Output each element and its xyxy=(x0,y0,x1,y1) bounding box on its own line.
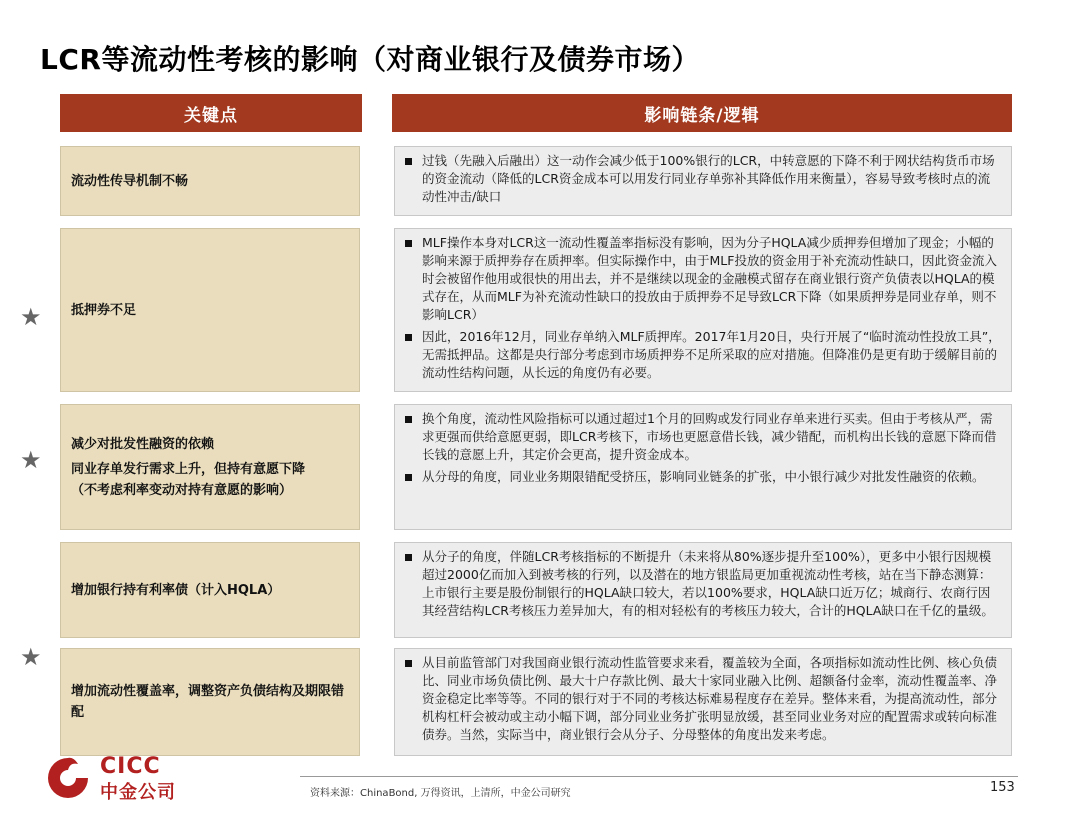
key-point-line: 抵押券不足 xyxy=(71,302,137,318)
bullet-square-icon xyxy=(405,334,412,341)
bullet-item xyxy=(405,234,1001,324)
bullet-item xyxy=(405,152,1001,206)
bullet-square-icon xyxy=(405,474,412,481)
logo-text-en: CICC xyxy=(100,754,161,779)
key-point-rate-bonds xyxy=(60,542,360,638)
source-note: 资料来源：ChinaBond, 万得资讯，上清所，中金公司研究 xyxy=(310,788,571,799)
detail-rate-bonds xyxy=(394,542,1012,638)
cicc-logo xyxy=(42,754,202,804)
key-point-liquidity-transmission xyxy=(60,146,360,216)
bullet-text: 换个角度，流动性风险指标可以通过超过1个月的回购或发行同业存单来进行买卖。但由于考核从严，需求更强而供给意愿更弱，即LCR考核下，市场也更愿意借长钱，减少错配，而机构出长钱的意愿下降而借长钱的意愿上升，其定价会更高，提升资金成本。 xyxy=(422,411,997,462)
bullet-square-icon xyxy=(405,416,412,423)
bullet-text: 过钱（先融入后融出）这一动作会减少低于100%银行的LCR，中转意愿的下降不利于网状结构货币市场的资金流动（降低的LCR资金成本可以用发行同业存单弥补其降低作用来衡量），容易导致考核时点的流动性冲击/缺口 xyxy=(422,153,995,204)
header-impact-chain: 影响链条/逻辑 xyxy=(392,94,1012,132)
bullet-item xyxy=(405,328,1001,382)
detail-wholesale-funding xyxy=(394,404,1012,530)
star-icon: ★ xyxy=(20,303,42,331)
logo-text-cn: 中金公司 xyxy=(100,782,176,803)
key-point-line: （不考虑利率变动对持有意愿的影响） xyxy=(71,482,293,498)
page-number: 153 xyxy=(990,780,1015,795)
bullet-item xyxy=(405,410,1001,464)
key-point-line: 流动性传导机制不畅 xyxy=(71,173,189,189)
bullet-text: 从分子的角度，伴随LCR考核指标的不断提升（未来将从80%逐步提升至100%），更多中小银行因规模超过2000亿而加入到被考核的行列，以及潜在的地方银监局更加重视流动性考核，站在当下静态测算：上市银行主要是股份制银行的HQLA缺口较大，若以100%要求，HQLA缺口近万亿；城商行、农商行因其经营结构LCR考核压力差异加大，有的相对轻松有的考核压力较大，合计的HQLA缺口在千亿的量级。 xyxy=(422,549,994,618)
footer-divider xyxy=(300,776,1018,777)
bullet-text: 因此，2016年12月，同业存单纳入MLF质押库。2017年1月20日，央行开展了“临时流动性投放工具”，无需抵押品。这都是央行部分考虑到市场质押券不足所采取的应对措施。但降准仍是更有助于缓解目前的流动性结构问题，从长远的角度仍有必要。 xyxy=(422,329,1001,380)
bullet-square-icon xyxy=(405,660,412,667)
key-point-wholesale-funding xyxy=(60,404,360,530)
bullet-text: MLF操作本身对LCR这一流动性覆盖率指标没有影响，因为分子HQLA减少质押券但增加了现金；小幅的影响来源于质押券存在质押率。但实际操作中，由于MLF投放的资金用于补充流动性缺口，因此资金流入时会被留作他用或很快的用出去，并不是继续以现金的金融模式留存在商业银行资产负债表以HQLA的模式存在，从而MLF为补充流动性缺口的投放由于质押券不足导致LCR下降（如果质押券是同业存单，则不影响LCR） xyxy=(422,235,997,322)
detail-coverage-ratio xyxy=(394,648,1012,756)
page-title: LCR等流动性考核的影响（对商业银行及债券市场） xyxy=(40,43,700,76)
key-point-line: 增加流动性覆盖率，调整资产负债结构及期限错配 xyxy=(71,684,345,720)
key-point-line: 增加银行持有利率债（计入HQLA） xyxy=(71,582,281,598)
key-point-line: 同业存单发行需求上升，但持有意愿下降 xyxy=(71,461,306,477)
bullet-square-icon xyxy=(405,240,412,247)
bullet-item xyxy=(405,548,1001,620)
header-key-points: 关键点 xyxy=(60,94,362,132)
cicc-logo-mark-icon xyxy=(42,754,94,802)
bullet-item xyxy=(405,468,1001,486)
key-point-coverage-ratio xyxy=(60,648,360,756)
bullet-text: 从分母的角度，同业业务期限错配受挤压，影响同业链条的扩张，中小银行减少对批发性融资的依赖。 xyxy=(422,469,985,484)
bullet-square-icon xyxy=(405,158,412,165)
detail-collateral-shortage xyxy=(394,228,1012,392)
star-icon: ★ xyxy=(20,643,42,671)
key-point-collateral-shortage xyxy=(60,228,360,392)
bullet-text: 从目前监管部门对我国商业银行流动性监管要求来看，覆盖较为全面，各项指标如流动性比例、核心负债比、同业市场负债比例、最大十户存款比例、最大十家同业融入比例、超额备付金率，流动性覆盖率、净资金稳定比率等等。不同的银行对于不同的考核达标难易程度存在差异。整体来看，为提高流动性，部分机构杠杆会被动或主动小幅下调，部分同业业务扩张明显放缓，甚至同业业务对应的配置需求或转向标准债券。当然，实际当中，商业银行会从分子、分母整体的角度出发来考虑。 xyxy=(422,655,998,742)
bullet-item xyxy=(405,654,1001,744)
key-point-line: 减少对批发性融资的依赖 xyxy=(71,436,215,452)
detail-liquidity-transmission xyxy=(394,146,1012,216)
bullet-square-icon xyxy=(405,554,412,561)
star-icon: ★ xyxy=(20,446,42,474)
